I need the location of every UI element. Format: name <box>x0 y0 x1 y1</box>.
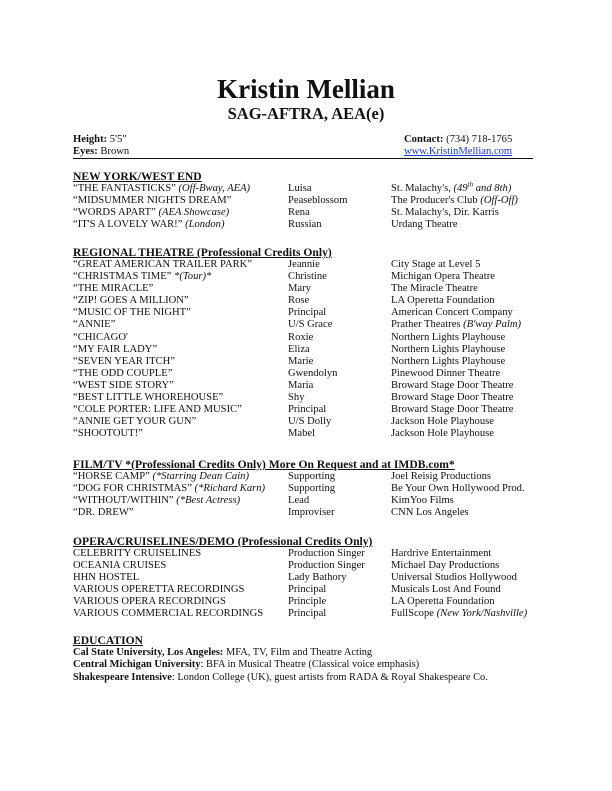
credit-venue-cell <box>391 356 505 368</box>
credit-venue-cell <box>391 596 495 608</box>
credit-role: Principal <box>288 307 327 319</box>
credit-title: “THE FANTASTICKS” <box>73 183 176 194</box>
credit-role: Roxie <box>288 331 314 343</box>
credit-title: “BEST LITTLE WHOREHOUSE” <box>73 392 224 404</box>
education-detail: : London College (UK), guest artists from RADA & Royal Shakespeare Co. <box>171 671 488 683</box>
credit-row <box>73 507 553 519</box>
credit-title-cell <box>73 368 172 380</box>
credit-role: Principal <box>288 584 327 596</box>
credit-row <box>73 404 553 416</box>
credit-title-cell <box>73 295 189 307</box>
credit-title-cell <box>73 404 242 416</box>
credit-venue-cell <box>391 207 499 219</box>
credit-title: “SEVEN YEAR ITCH” <box>73 355 175 367</box>
credit-note: (Off-Bway, AEA) <box>175 183 251 194</box>
credit-title-cell <box>73 183 250 195</box>
credit-row <box>73 295 553 307</box>
credit-role: Marie <box>288 355 314 367</box>
credit-title-cell <box>73 596 226 608</box>
credit-note: (*Starring Dean Cain) <box>149 471 249 482</box>
credit-title: “WEST SIDE STORY” <box>73 379 174 391</box>
credit-row <box>73 283 553 295</box>
credit-venue: Pinewood Dinner Theatre <box>391 367 501 379</box>
credit-venue-cell <box>391 368 500 380</box>
credit-row <box>73 180 553 195</box>
credit-venue-cell <box>391 471 491 483</box>
credit-title-cell <box>73 548 201 560</box>
credit-venue: FullScope <box>391 608 437 620</box>
credit-title-cell <box>73 356 175 368</box>
credit-venue-cell <box>391 195 518 207</box>
credit-role: Lady Bathory <box>288 572 347 584</box>
credit-role: Rose <box>288 295 310 307</box>
credit-note: (*Richard Karn) <box>191 483 266 495</box>
credit-venue: Hardrive Entertainment <box>391 548 492 559</box>
credit-title: “GREAT AMERICAN TRAILER PARK” <box>73 259 253 270</box>
credit-row <box>73 368 553 380</box>
credit-note: (AEA Showcase) <box>155 207 230 219</box>
credit-role: Rena <box>288 207 310 219</box>
credit-role: Production Singer <box>288 548 365 559</box>
credit-title: HHN HOSTEL <box>73 572 140 584</box>
credit-note: (*Best Actress) <box>173 495 241 507</box>
credit-row <box>73 596 553 608</box>
credit-row <box>73 608 553 620</box>
credit-title: “WITHOUT/WITHIN” <box>73 495 174 507</box>
credit-venue: LA Operetta Foundation <box>391 596 495 608</box>
credit-venue: Michael Day Productions <box>391 560 500 572</box>
credit-venue: City Stage at Level 5 <box>391 259 481 270</box>
credit-venue: Jackson Hole Playhouse <box>391 416 494 428</box>
credit-list <box>73 548 553 621</box>
education-row <box>73 672 553 684</box>
credit-venue: The Producer's Club <box>391 195 481 207</box>
credit-venue: Jackson Hole Playhouse <box>391 428 494 440</box>
credit-title: “ZIP! GOES A MILLION” <box>73 295 189 307</box>
credit-role: U/S Dolly <box>288 416 332 428</box>
personal-info <box>73 134 533 159</box>
credit-title: “DOG FOR CHRISTMAS” <box>73 483 192 495</box>
credit-row <box>73 380 553 392</box>
section-heading: EDUCATION <box>73 634 143 647</box>
credit-title: VARIOUS OPERETTA RECORDINGS <box>73 584 245 596</box>
credit-role: Principal <box>288 404 327 416</box>
credit-title-cell <box>73 283 153 295</box>
credit-title: “IT'S A LOVELY WAR!” <box>73 219 183 231</box>
credit-title: “COLE PORTER: LIFE AND MUSIC” <box>73 404 242 416</box>
credit-venue-cell <box>391 560 499 572</box>
education-school: Central Michigan University <box>73 659 201 671</box>
credit-row <box>73 483 553 495</box>
credit-title-cell <box>73 380 174 392</box>
credit-venue-cell <box>391 584 501 596</box>
credit-venue-cell <box>391 380 513 392</box>
credit-venue: Broward Stage Door Theatre <box>391 379 514 391</box>
credit-venue: KimYoo Films <box>391 495 454 507</box>
credit-title: “CHRISTMAS TIME” <box>73 271 172 283</box>
credit-venue: Joel Reisig Productions <box>391 471 492 482</box>
credit-venue: Universal Studios Hollywood <box>391 572 517 584</box>
credit-venue-cell <box>391 404 513 416</box>
credit-venue-cell <box>391 572 517 584</box>
credit-title-cell <box>73 344 157 356</box>
credit-venue-cell <box>391 344 505 356</box>
credit-row <box>73 344 553 356</box>
credit-role: Christine <box>288 271 327 283</box>
credit-title: “ANNIE GET YOUR GUN” <box>73 416 197 428</box>
credit-title: “ANNIE” <box>73 319 116 331</box>
credit-row <box>73 572 553 584</box>
credit-row <box>73 495 553 507</box>
info-row-height <box>73 134 533 146</box>
credit-title: OCEANIA CRUISES <box>73 560 167 572</box>
credit-row <box>73 416 553 428</box>
credit-row <box>73 195 553 207</box>
credit-role: Maria <box>288 379 314 391</box>
credit-title-cell <box>73 259 252 271</box>
credit-title-cell <box>73 219 225 231</box>
section-opera <box>73 535 553 621</box>
credit-title: VARIOUS COMMERCIAL RECORDINGS <box>73 608 264 620</box>
credit-role: Gwendolyn <box>288 367 338 379</box>
section-film-tv <box>73 458 553 519</box>
credit-venue-cell <box>391 548 491 560</box>
credit-role: Principal <box>288 608 327 620</box>
credit-title: “MUSIC OF THE NIGHT” <box>73 307 191 319</box>
credit-row <box>73 471 553 483</box>
section-heading: NEW YORK/WEST END <box>73 170 202 183</box>
credit-title: VARIOUS OPERA RECORDINGS <box>73 596 226 608</box>
credit-venue-note: (New York/Nashville) <box>436 608 528 620</box>
credit-title-cell <box>73 608 263 620</box>
credit-venue-cell <box>391 483 525 495</box>
credit-venue-note: and 8th) <box>473 183 512 194</box>
section-heading: FILM/TV *(Professional Credits Only) More On Request and at IMDB.com* <box>73 458 455 471</box>
credit-venue-cell <box>391 416 494 428</box>
credit-role: Supporting <box>288 471 336 482</box>
credit-title-cell <box>73 572 139 584</box>
credit-role: Eliza <box>288 343 310 355</box>
credit-title-cell <box>73 416 196 428</box>
education-row <box>73 647 553 659</box>
credit-venue-sup: th <box>467 180 474 189</box>
credit-title-cell <box>73 392 223 404</box>
credit-row <box>73 319 553 331</box>
credit-title: “HORSE CAMP” <box>73 471 150 482</box>
credit-row <box>73 392 553 404</box>
credit-venue: Northern Lights Playhouse <box>391 331 506 343</box>
credit-role: Mabel <box>288 428 316 440</box>
eyes-label: Eyes: <box>73 146 98 157</box>
credit-venue-note: (Off-Off) <box>480 195 518 207</box>
credit-role: Supporting <box>288 483 336 495</box>
credit-row <box>73 584 553 596</box>
credit-title: “THE MIRACLE” <box>73 283 154 295</box>
section-regional <box>73 246 553 440</box>
education-school: Cal State University, Los Angeles: <box>73 647 224 658</box>
credit-title: “MIDSUMMER NIGHTS DREAM” <box>73 195 232 207</box>
credit-row <box>73 428 553 440</box>
credit-venue-note: (B'way Palm) <box>463 319 522 331</box>
education-detail: : BFA in Musical Theatre (Classical voice emphasis) <box>200 659 420 671</box>
credit-role: Improviser <box>288 507 335 519</box>
contact-label: Contact: <box>404 134 444 145</box>
credit-venue-cell <box>391 271 495 283</box>
credit-venue: American Concert Company <box>391 307 513 319</box>
credit-row <box>73 356 553 368</box>
credit-title: “CHICAGO' <box>73 331 128 343</box>
education-school: Shakespeare Intensive <box>73 671 172 683</box>
credit-venue-note: (49 <box>453 183 468 194</box>
credit-title: “THE ODD COUPLE” <box>73 367 173 379</box>
credit-row <box>73 548 553 560</box>
credit-role: Jeannie <box>288 259 320 270</box>
credit-title: CELEBRITY CRUISELINES <box>73 548 202 559</box>
credit-title: “DR. DREW” <box>73 507 134 519</box>
credit-venue-cell <box>391 428 494 440</box>
credit-row <box>73 219 553 231</box>
credit-title-cell <box>73 507 134 519</box>
credit-row <box>73 332 553 344</box>
credit-venue-cell <box>391 295 495 307</box>
section-heading: REGIONAL THEATRE (Professional Credits Only) <box>73 246 332 259</box>
credit-title: “WORDS APART” <box>73 207 156 219</box>
credit-venue-cell <box>391 392 513 404</box>
credit-title-cell <box>73 195 231 207</box>
credit-venue: LA Operetta Foundation <box>391 295 495 307</box>
credit-title: “SHOOTOUT!” <box>73 428 143 440</box>
credit-venue-cell <box>391 319 521 331</box>
credit-title-cell <box>73 560 166 572</box>
credit-row <box>73 307 553 319</box>
credit-title-cell <box>73 332 128 344</box>
credit-list <box>73 180 553 231</box>
eyes-value: Brown <box>97 146 130 157</box>
credit-venue-cell <box>391 219 458 231</box>
credit-venue-cell <box>391 307 513 319</box>
credit-list <box>73 259 553 440</box>
credit-note: (London) <box>182 219 225 231</box>
actor-name: Kristin Mellian <box>217 74 395 104</box>
credit-title-cell <box>73 307 191 319</box>
credit-role: Shy <box>288 392 305 404</box>
credit-role: Mary <box>288 283 311 295</box>
credit-row <box>73 207 553 219</box>
credit-venue-cell <box>391 495 454 507</box>
credit-venue: St. Malachy's, <box>391 183 454 194</box>
credit-venue-cell <box>391 283 478 295</box>
credit-list <box>73 471 553 519</box>
credit-title-cell <box>73 319 115 331</box>
credit-venue-cell <box>391 507 469 519</box>
credit-venue: Northern Lights Playhouse <box>391 343 506 355</box>
credit-venue: Broward Stage Door Theatre <box>391 392 514 404</box>
credit-role: U/S Grace <box>288 319 333 331</box>
credit-title-cell <box>73 471 249 483</box>
credit-venue: St. Malachy's, Dir. Karris <box>391 207 499 219</box>
credit-title-cell <box>73 483 265 495</box>
credit-title: “MY FAIR LADY” <box>73 343 158 355</box>
height-value: 5'5" <box>107 134 127 145</box>
credit-title-cell <box>73 207 229 219</box>
credit-venue: Broward Stage Door Theatre <box>391 404 514 416</box>
credit-note: *(Tour)* <box>171 271 212 283</box>
credit-title-cell <box>73 584 244 596</box>
height-label: Height: <box>73 134 108 145</box>
credit-title-cell <box>73 428 143 440</box>
credit-row <box>73 271 553 283</box>
education-detail: MFA, TV, Film and Theatre Acting <box>223 647 373 658</box>
credit-role: Luisa <box>288 183 312 194</box>
section-heading: OPERA/CRUISELINES/DEMO (Professional Credits Only) <box>73 535 373 548</box>
credit-role: Peaseblossom <box>288 195 348 207</box>
credit-role: Russian <box>288 219 322 231</box>
credit-row <box>73 560 553 572</box>
credit-venue: CNN Los Angeles <box>391 507 469 519</box>
credit-venue: Be Your Own Hollywood Prod. <box>391 483 525 495</box>
credit-venue-cell <box>391 608 527 620</box>
credit-venue: Michigan Opera Theatre <box>391 271 495 283</box>
credit-venue: Prather Theatres <box>391 319 464 331</box>
credit-venue-cell <box>391 259 480 271</box>
info-row-eyes <box>73 146 533 159</box>
website-link[interactable]: www.KristinMellian.com <box>404 146 513 157</box>
credit-venue-cell <box>391 332 505 344</box>
section-new-york <box>73 170 553 231</box>
credit-role: Principle <box>288 596 327 608</box>
section-education <box>73 634 553 684</box>
credit-role: Production Singer <box>288 560 365 572</box>
credit-venue: Northern Lights Playhouse <box>391 355 506 367</box>
credit-venue-cell <box>391 180 512 195</box>
contact-phone: (734) 718-1765 <box>443 134 513 145</box>
union-affiliations: SAG-AFTRA, AEA(e) <box>227 104 385 123</box>
credit-role: Lead <box>288 495 310 507</box>
credit-venue: Urdang Theatre <box>391 219 458 231</box>
credit-title-cell <box>73 495 240 507</box>
credit-venue: The Miracle Theatre <box>391 283 478 295</box>
credit-title-cell <box>73 271 211 283</box>
education-list <box>73 647 553 684</box>
credit-venue: Musicals Lost And Found <box>391 584 501 596</box>
credit-row <box>73 259 553 271</box>
education-row <box>73 659 553 671</box>
